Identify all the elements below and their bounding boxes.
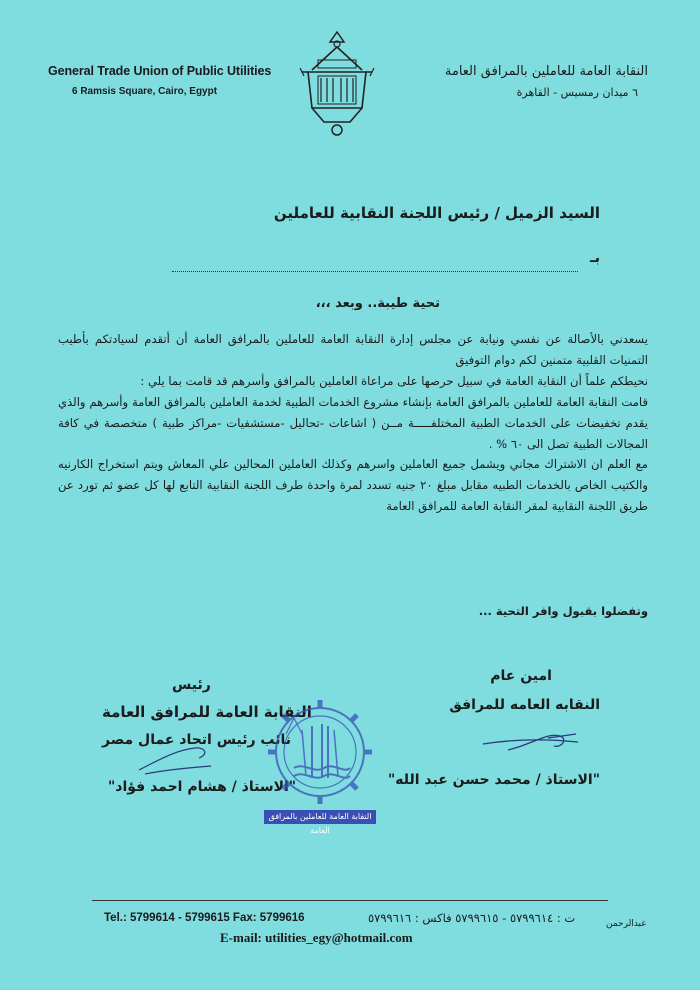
handwritten-signature-icon [135,740,215,780]
addressee-prefix: بـ [589,250,600,266]
body-paragraph-1: يسعدني بالأصالة عن نفسي ونيابة عن مجلس إدارة النقابة العامة للعاملين بالمرافق العامة أن أتقدم لسيادتكم بأطيب التمنيات القلبية متمنين لكم دوام التوفيق [58,332,648,367]
letter-body [58,329,648,517]
salutation: السيد الزميل / رئيس اللجنة النقابية للعاملين [273,204,600,222]
union-stamp [262,690,378,820]
secretary-general-title: امين عام [490,668,552,684]
secretary-general-name: "الاستاذ / محمد حسن عبد الله" [387,772,600,788]
footer-phone-ar: ت : ٥٧٩٩٦١٤ - ٥٧٩٩٦١٥ فاكس : ٥٧٩٩٦١٦ [368,911,576,925]
org-address-en: 6 Ramsis Square, Cairo, Egypt [72,86,218,97]
secretary-signature [478,722,588,762]
greeting: تحية طيبة.. وبعد ،،، [315,296,440,311]
handwritten-signature-icon [478,722,588,762]
org-address-ar: ٦ ميدان رمسيس - القاهرة [516,86,638,99]
president-signature [135,740,215,780]
footer-signature-note: عبدالرحمن [606,919,647,929]
president-org: النقابة العامة للمرافق العامة [102,703,312,721]
union-logo [296,30,378,138]
org-name-ar: النقابة العامة للعاملين بالمرافق العامة [444,64,648,79]
footer-divider [92,900,608,901]
body-paragraph-4: مع العلم ان الاشتراك مجاني ويشمل جميع العاملين واسرهم وكذلك العاملين المحالين علي المعاش ويتم استخراج الكارنيه والكتيب الخاص بالخدمات الطبيه مقابل مبلغ ٢٠ جنيه تسدد لمرة واحدة طرف اللجنة النقابية التابع لها كل عضو ثم تورد عن طريق اللجنة النقابية لمقر النقابة العامة للمرافق العامة [58,457,648,514]
union-logo-icon [296,30,378,138]
closing-line: وتفضلوا بقبول وافر التحية ... [478,604,648,618]
gear-stamp-icon [262,690,378,820]
footer-phone-en: Tel.: 5799614 - 5799615 Fax: 5799616 [104,912,305,924]
stamp-label: النقابة العامة للعاملين بالمرافق العامة [264,810,376,824]
footer-email[interactable]: E-mail: utilities_egy@hotmail.com [220,930,413,945]
org-name-en: General Trade Union of Public Utilities [48,64,272,78]
president-role: نائب رئيس اتحاد عمال مصر [102,732,292,748]
body-paragraph-2: نحيطكم علماً أن النقابة العامة في سبيل حرصها على مراعاة العاملين بالمرافق وأسرهم قد قامت بما يلي : [140,373,648,388]
president-name: "الاستاذ / هشام احمد فؤاد" [108,779,297,795]
body-paragraph-3: قامت النقابة العامة للعاملين بالمرافق العامة بإنشاء مشروع الخدمات الطبية لخدمة العاملين بالمرافق العامة وأسرهم والذي يقدم تخفيضات على الخدمات الطبية المختلفـــــة مــن ( اشاعات -تحاليل -مستشفيات -مراكز طبية ) متخصصة في كافة المجالات الطبية تصل الى ٦٠ % . [58,394,648,451]
addressee-dotted-line [172,255,578,272]
president-title: رئيس [172,677,211,693]
secretary-general-org: النقابه العامه للمرافق [449,697,600,713]
